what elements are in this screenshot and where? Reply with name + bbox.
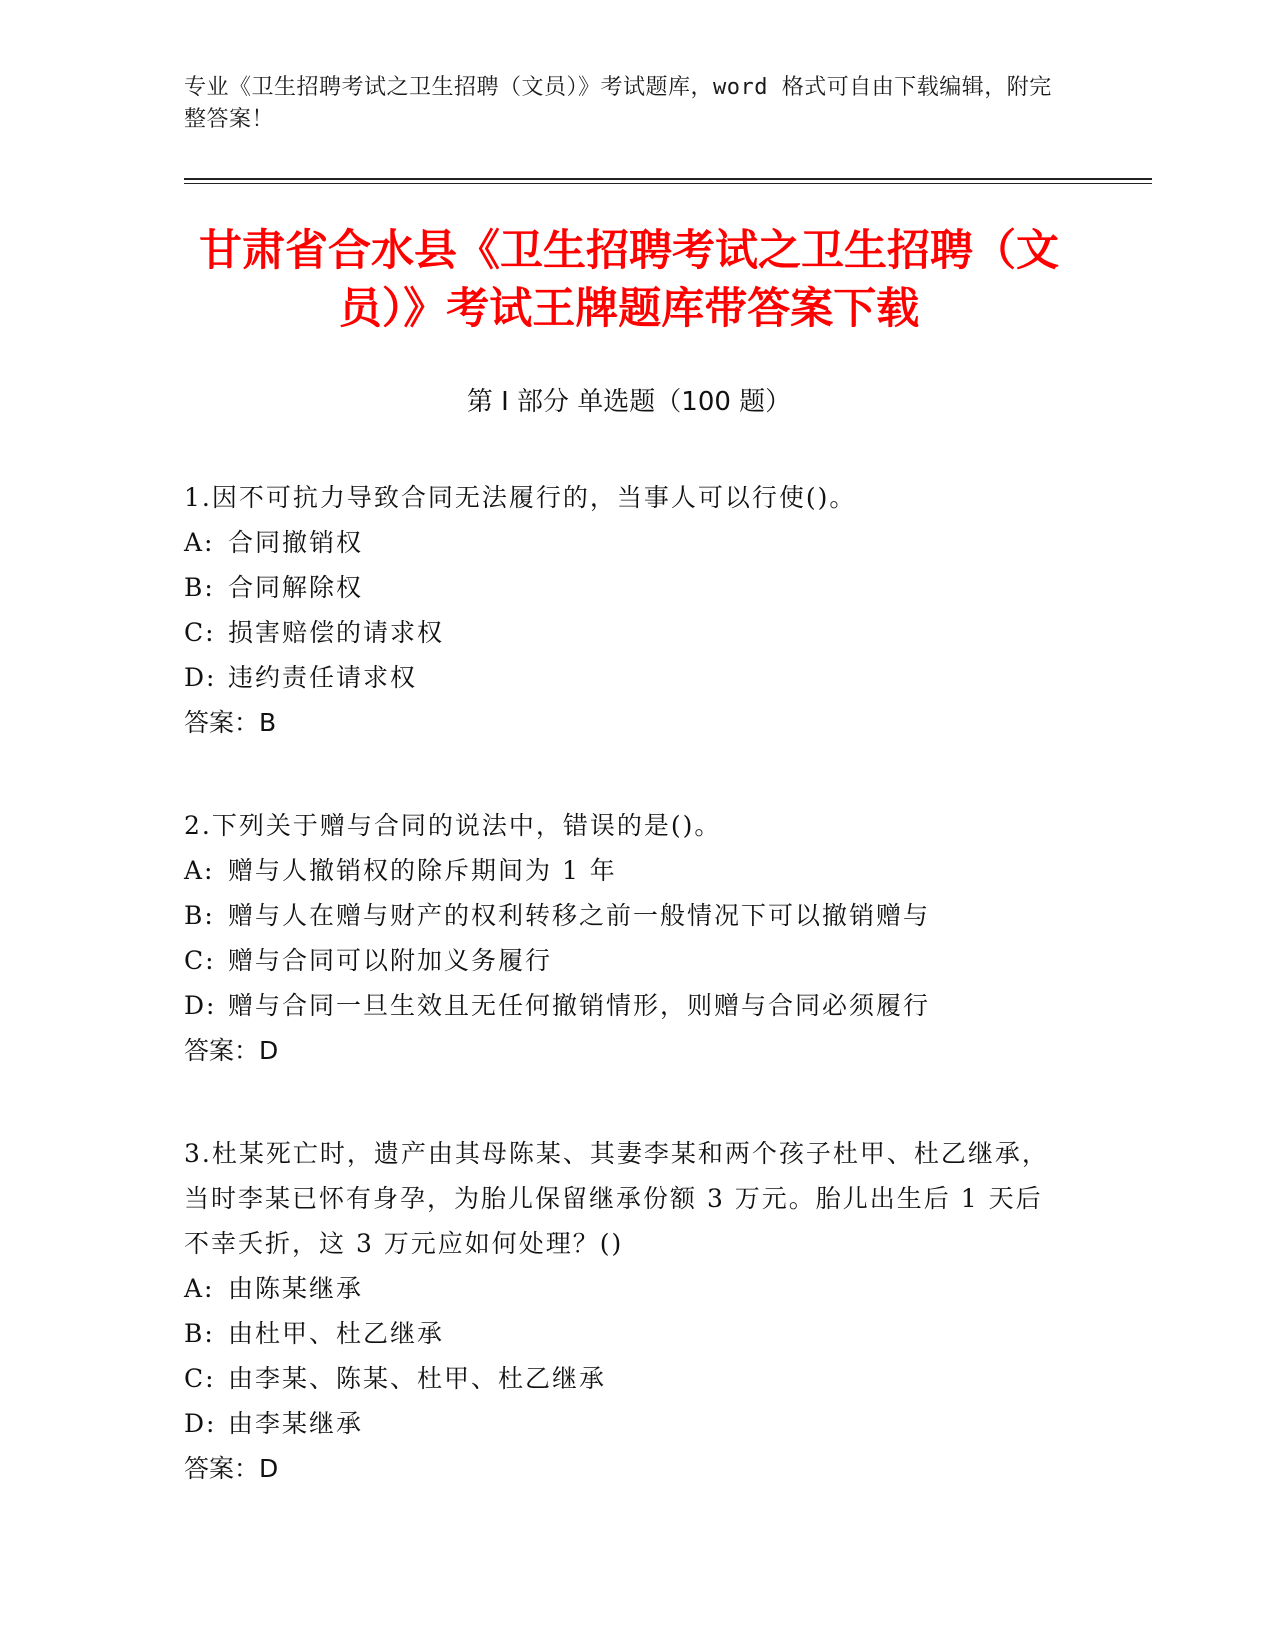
option-key: D: [184, 991, 217, 1020]
option-d [184, 1401, 1054, 1446]
document-title: 甘肃省合水县《卫生招聘考试之卫生招聘（文员）》考试王牌题库带答案下载 [199, 226, 1059, 334]
option-key: D: [184, 663, 217, 692]
option-key: A: [184, 856, 215, 885]
option-key: B: [184, 573, 215, 602]
question-item [184, 1131, 1054, 1491]
option-text: 由李某、陈某、杜甲、杜乙继承 [228, 1364, 607, 1393]
option-a [184, 1266, 1054, 1311]
option-key: A: [184, 528, 215, 557]
question-list [184, 475, 1054, 1549]
option-c [184, 1356, 1054, 1401]
option-text: 由李某继承 [228, 1409, 364, 1438]
answer-line: 答案：D [184, 1454, 279, 1483]
option-text: 违约责任请求权 [228, 663, 418, 692]
option-key: D: [184, 1409, 217, 1438]
option-key: C: [184, 618, 216, 647]
answer-line: 答案：B [184, 708, 277, 737]
option-b [184, 1311, 1054, 1356]
question-item [184, 475, 1054, 745]
option-key: A: [184, 1274, 215, 1303]
question-stem: 3.杜某死亡时，遗产由其母陈某、其妻李某和两个孩子杜甲、杜乙继承，当时李某已怀有身孕，为胎儿保留继承份额 3 万元。胎儿出生后 1 天后不幸夭折，这 3 万元应如何处理？() [184, 1139, 1049, 1258]
header-divider-thick [184, 178, 1152, 180]
option-a [184, 520, 1054, 565]
section-heading: 第 I 部分 单选题（100 题） [466, 387, 792, 417]
option-text: 赠与人撤销权的除斥期间为 1 年 [228, 856, 617, 885]
option-c [184, 610, 1054, 655]
option-text: 赠与人在赠与财产的权利转移之前一般情况下可以撤销赠与 [228, 901, 931, 930]
option-text: 合同撤销权 [228, 528, 364, 557]
option-key: C: [184, 1364, 216, 1393]
question-stem: 1.因不可抗力导致合同无法履行的，当事人可以行使()。 [184, 483, 857, 512]
question-stem: 2.下列关于赠与合同的说法中，错误的是()。 [184, 811, 722, 840]
option-key: B: [184, 1319, 215, 1348]
option-c [184, 938, 1054, 983]
option-d [184, 983, 1054, 1028]
option-text: 合同解除权 [228, 573, 364, 602]
option-a [184, 848, 1054, 893]
option-text: 损害赔偿的请求权 [228, 618, 445, 647]
option-text: 赠与合同可以附加义务履行 [228, 946, 553, 975]
option-key: C: [184, 946, 216, 975]
answer-line: 答案：D [184, 1036, 279, 1065]
option-d [184, 655, 1054, 700]
option-text: 由陈某继承 [228, 1274, 364, 1303]
option-b [184, 893, 1054, 938]
header-note: 专业《卫生招聘考试之卫生招聘（文员）》考试题库，word 格式可自由下载编辑，附完整答案！ [184, 75, 1052, 132]
option-text: 赠与合同一旦生效且无任何撤销情形，则赠与合同必须履行 [228, 991, 931, 1020]
option-b [184, 565, 1054, 610]
option-key: B: [184, 901, 215, 930]
header-divider-thin [184, 183, 1152, 184]
question-item [184, 803, 1054, 1073]
option-text: 由杜甲、杜乙继承 [228, 1319, 445, 1348]
